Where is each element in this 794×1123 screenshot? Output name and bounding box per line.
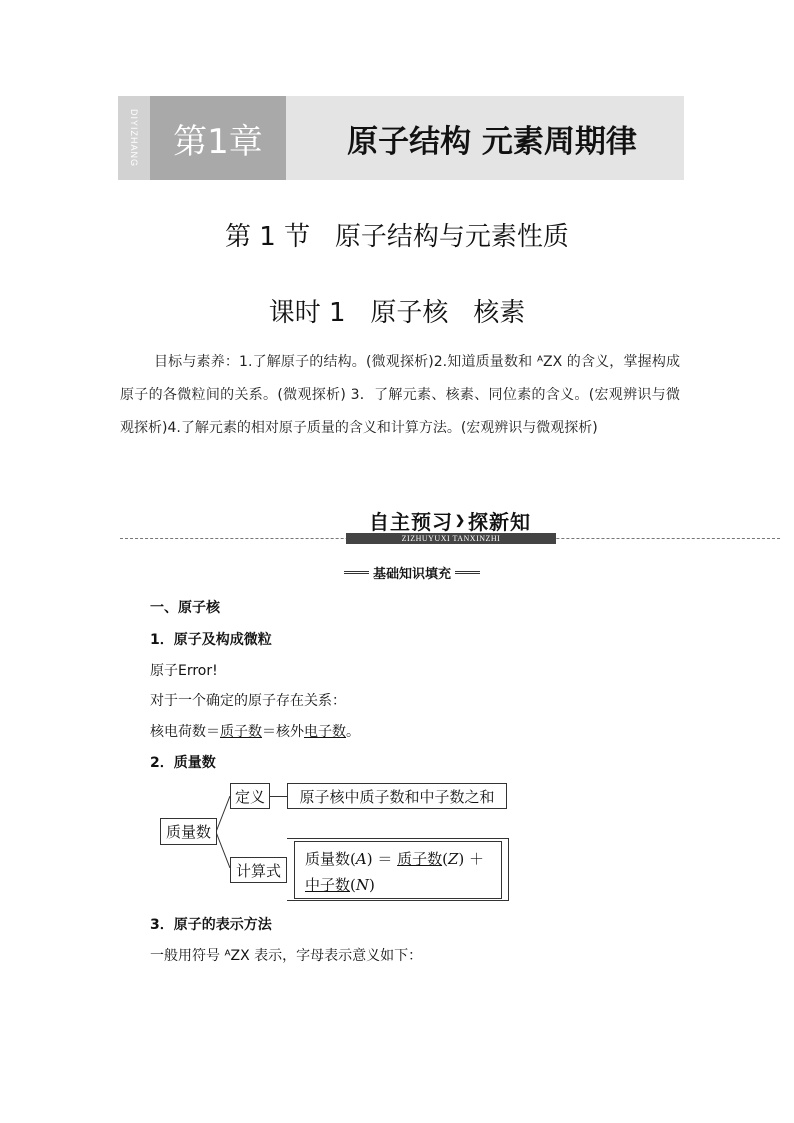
relation-line [150, 721, 360, 741]
lesson-title-b: 核素 [473, 298, 526, 328]
symbol-line: 一般用符号 ᴬZX 表示，字母表示意义如下： [150, 948, 423, 964]
heading-atom-particles: 1．原子及构成微粒 [150, 632, 272, 648]
relation-intro: 对于一个确定的原子存在关系： [150, 693, 346, 709]
diagram-connectors [216, 796, 230, 868]
lesson-title-a: 原子核 [370, 298, 449, 328]
section-number: 第 1 节 [225, 222, 311, 252]
calc-part: 质量数( [305, 850, 356, 868]
calc-formula [295, 842, 501, 902]
chevron-right-icon: ❯ [454, 513, 467, 527]
calc-var-z: Z [447, 850, 459, 868]
chapter-title: 原子结构 元素周期律 [347, 123, 637, 160]
diagram-def-connector [270, 796, 287, 797]
diagram-def-text: 原子核中质子数和中子数之和 [287, 783, 507, 809]
preview-title-a: 自主预习 [368, 509, 453, 534]
calc-part: ( [442, 850, 448, 868]
preview-title-b: 探新知 [468, 509, 532, 534]
objectives-paragraph: 目标与素养：1.了解原子的结构。(微观探析)2.知道质量数和 ᴬZX 的含义，掌握构成原子的各微粒间的关系。(微观探析) 3．了解元素、核素、同位素的含义。(宏观辨识与微观探析)4.了解元素的相对原子质量的含义和计算方法。(宏观辨识与微观探析) [120, 354, 680, 436]
calc-neutron: 中子数 [305, 876, 351, 894]
calc-part: ) ＝ [366, 850, 398, 868]
calc-proton: 质子数 [397, 850, 443, 868]
heading-nucleus: 一、原子核 [150, 600, 220, 616]
calc-part: ) ＋ [458, 850, 485, 868]
lesson-number: 课时 1 [268, 298, 346, 328]
calc-var-a: A [355, 850, 367, 868]
relation-c: ＝核外 [262, 724, 304, 740]
section-heading [0, 216, 794, 253]
relation-e: 。 [346, 724, 360, 740]
relation-proton: 质子数 [220, 724, 262, 740]
calc-part: ( [350, 876, 356, 894]
calc-part: ) [369, 876, 375, 894]
fill-heading-label: 基础知识填充 [373, 566, 452, 582]
lesson-heading [0, 292, 794, 329]
preview-title [358, 507, 542, 533]
preview-subtitle: ZIZHUYUXI TANXINZHI [346, 533, 556, 544]
section-title: 原子结构与元素性质 [334, 222, 569, 252]
relation-a: 核电荷数＝ [150, 724, 220, 740]
relation-electron: 电子数 [304, 724, 346, 740]
chapter-side-label: DIYIZHANG [118, 96, 150, 180]
heading-notation: 3．原子的表示方法 [150, 917, 272, 933]
calc-var-n: N [355, 876, 369, 894]
diagram-calc-label: 计算式 [230, 857, 287, 883]
fill-heading [344, 563, 480, 581]
chapter-number: 第1章 [150, 96, 286, 180]
diagram-calc-box [294, 841, 502, 899]
diagram-def-label: 定义 [230, 783, 270, 809]
atom-line: 原子Error! [150, 663, 218, 679]
heading-mass-number: 2．质量数 [150, 755, 216, 771]
diagram-root: 质量数 [160, 818, 217, 845]
